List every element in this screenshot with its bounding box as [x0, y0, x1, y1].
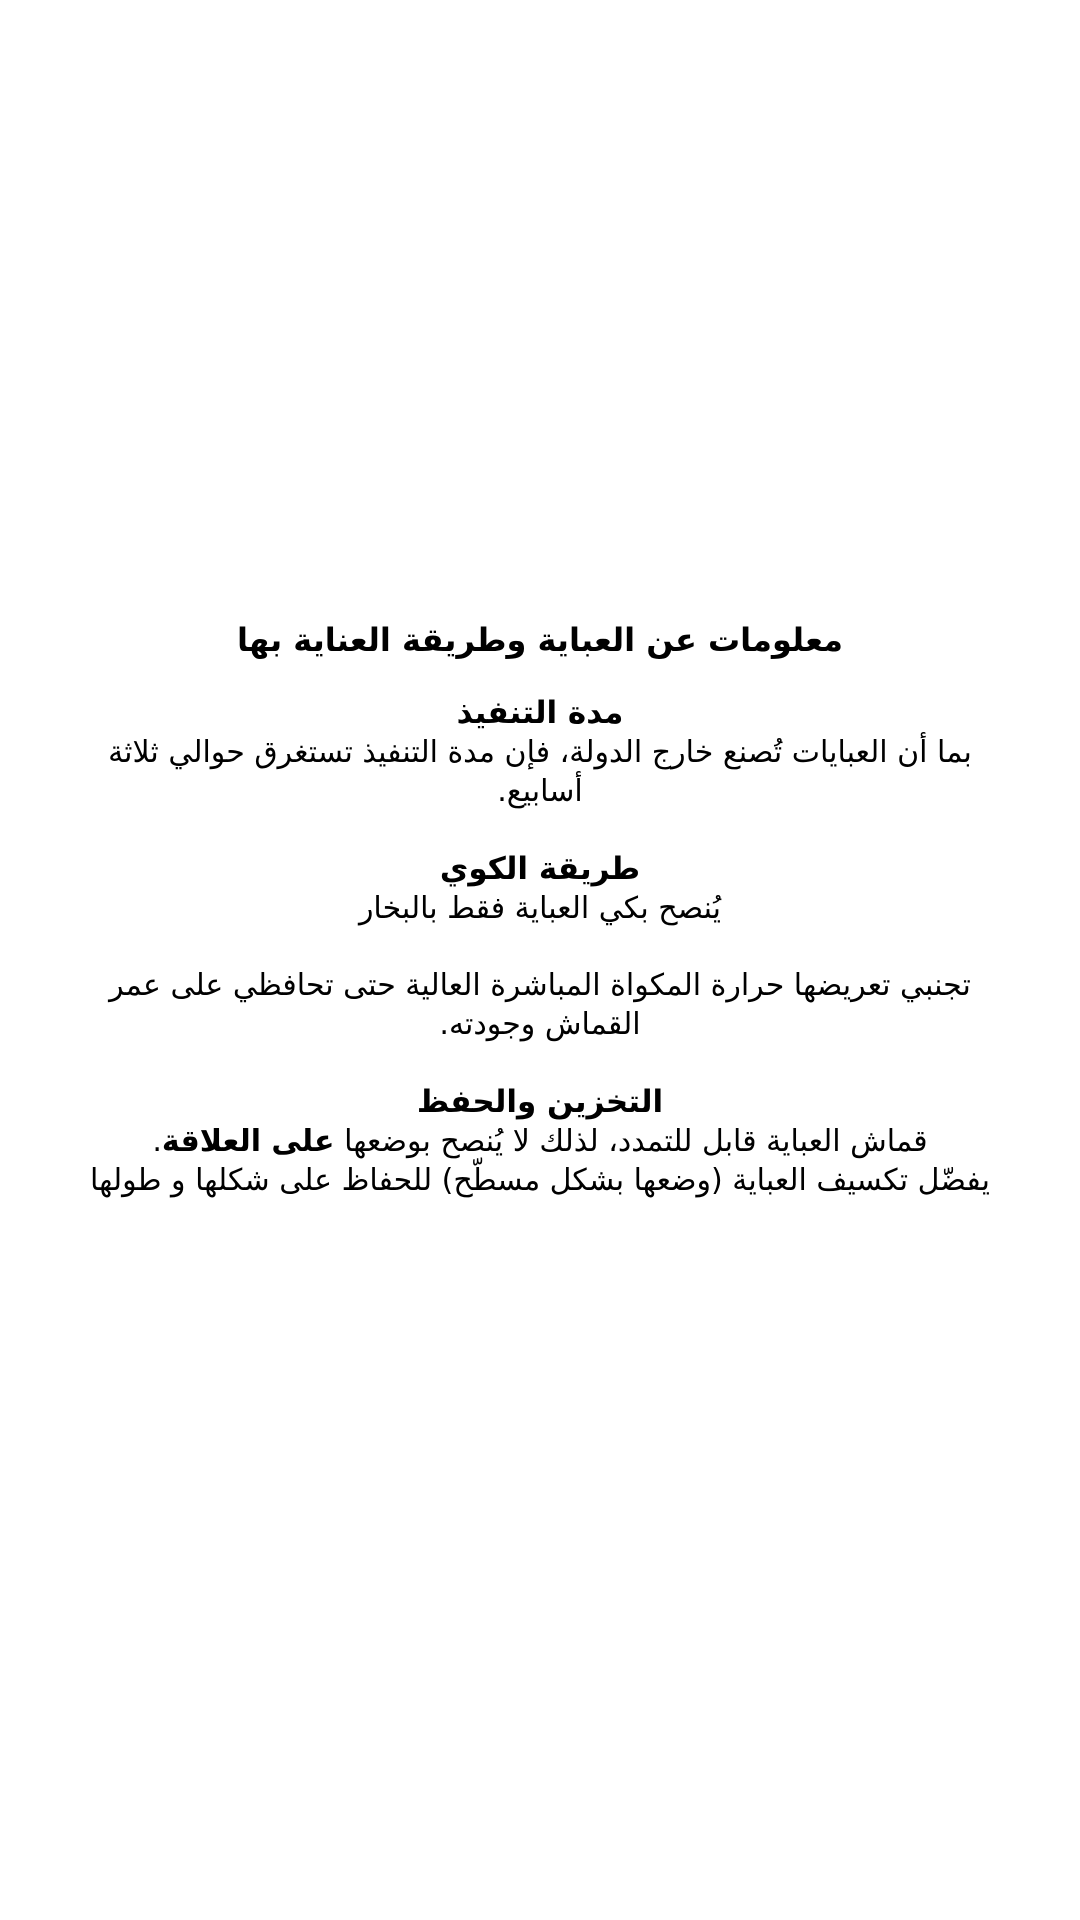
care-info-content	[90, 615, 990, 1238]
section-ironing	[90, 849, 990, 1044]
section-storage	[90, 1082, 990, 1200]
storage-hanger-text-suffix: .	[152, 1124, 162, 1159]
section-heading-storage: التخزين والحفظ	[416, 1084, 664, 1120]
section-heading-execution-time: مدة التنفيذ	[456, 695, 624, 731]
section-execution-time	[90, 693, 990, 811]
storage-hanger-text-prefix: قماش العباية قابل للتمدد، لذلك لا يُنصح بوضعها	[344, 1124, 928, 1159]
execution-time-text: بما أن العبايات تُصنع خارج الدولة، فإن مدة التنفيذ تستغرق حوالي ثلاثة أسابيع.	[108, 735, 972, 809]
page-title: معلومات عن العباية وطريقة العناية بها	[237, 621, 843, 659]
storage-hanger-text	[90, 1122, 990, 1161]
ironing-heat-warning-text: تجنبي تعريضها حرارة المكواة المباشرة العالية حتى تحافظي على عمر القماش وجودته.	[109, 968, 971, 1042]
section-heading-ironing: طريقة الكوي	[439, 851, 641, 887]
ironing-steam-text: يُنصح بكي العباية فقط بالبخار	[358, 891, 722, 926]
storage-hanger-emphasis: على العلاقة	[161, 1124, 335, 1159]
storage-folding-text: يفضّل تكسيف العباية (وضعها بشكل مسطّح) للحفاظ على شكلها و طولها	[90, 1163, 990, 1198]
